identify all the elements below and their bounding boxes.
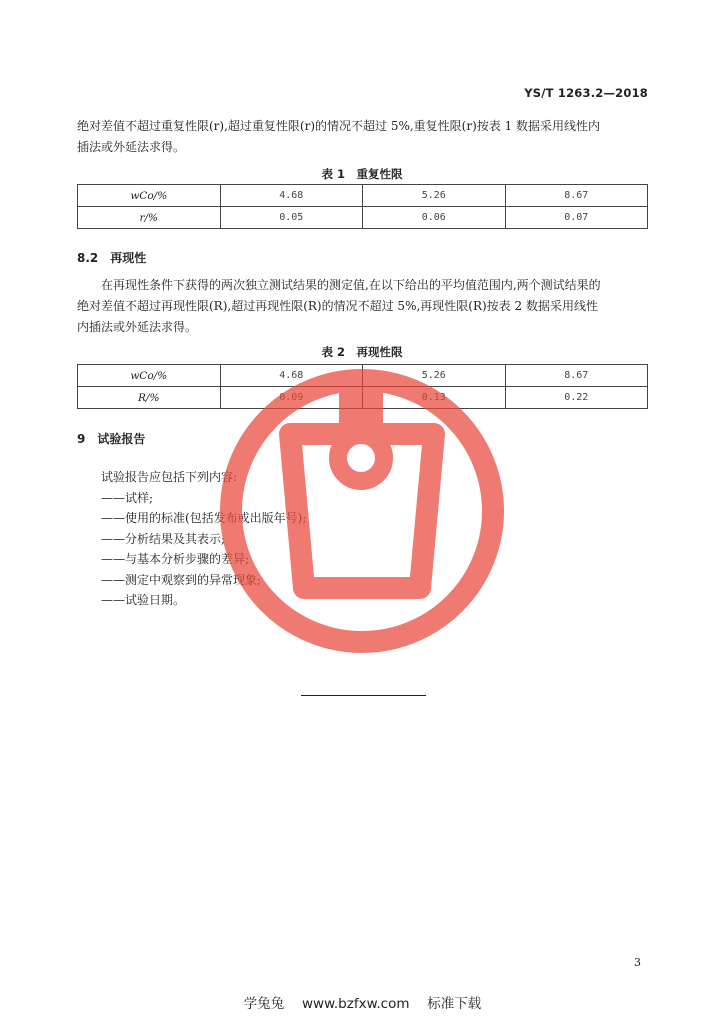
section-8-2-line-1: 在再现性条件下获得的两次独立测试结果的测定值,在以下给出的平均值范围内,两个测试结果的 (101, 278, 601, 292)
table-cell: 4.68 (220, 185, 363, 207)
end-divider (301, 695, 426, 696)
list-intro: 试验报告应包括下列内容: (101, 470, 238, 484)
table1-repeatability (77, 184, 648, 229)
section-8-2-paragraph (77, 275, 647, 338)
list-item: ——测定中观察到的异常现象; (101, 572, 262, 587)
table-row (78, 185, 648, 207)
table-cell: 8.67 (505, 365, 648, 387)
table-cell: 5.26 (363, 185, 506, 207)
list-item: ——使用的标准(包括发布或出版年号); (101, 511, 307, 525)
table-cell: 5.26 (363, 365, 506, 387)
table-cell-label: R/% (78, 387, 221, 409)
table2-caption: 表 2 再现性限 (321, 345, 403, 359)
table-cell: 0.13 (363, 387, 506, 409)
table-row (78, 365, 648, 387)
table-cell: 0.06 (363, 207, 506, 229)
table-row (78, 207, 648, 229)
intro-paragraph (77, 116, 647, 158)
table-cell-label: r/% (78, 207, 221, 229)
section-8-2-line-2: 绝对差值不超过再现性限(R),超过再现性限(R)的情况不超过 5%,再现性限(R)按表 2 数据采用线性 (77, 299, 598, 313)
table-row (78, 387, 648, 409)
table-cell: 0.09 (220, 387, 363, 409)
intro-line-2: 插法或外延法求得。 (77, 140, 186, 154)
section-8-2-line-3: 内插法或外延法求得。 (77, 320, 198, 334)
table1-caption: 表 1 重复性限 (321, 167, 403, 181)
list-item: ——试验日期。 (101, 593, 186, 607)
list-item: ——与基本分析步骤的差异; (101, 552, 250, 566)
table-cell-label: wCo/% (78, 185, 221, 207)
list-item: ——分析结果及其表示; (101, 531, 226, 546)
standard-number: YS/T 1263.2—2018 (524, 86, 648, 100)
table2-reproducibility (77, 364, 648, 409)
table-cell-label: wCo/% (78, 365, 221, 387)
intro-line-1: 绝对差值不超过重复性限(r),超过重复性限(r)的情况不超过 5%,重复性限(r)按表 1 数据采用线性内 (77, 119, 601, 133)
section-8-2-title: 8.2 再现性 (77, 251, 147, 265)
table-cell: 4.68 (220, 365, 363, 387)
page-number: 3 (634, 956, 641, 969)
footer-text: 学兔兔 www.bzfxw.com 标准下载 (243, 996, 482, 1012)
table-cell: 0.05 (220, 207, 363, 229)
table-cell: 0.22 (505, 387, 648, 409)
table-cell: 8.67 (505, 185, 648, 207)
table-cell: 0.07 (505, 207, 648, 229)
section-9-title: 9 试验报告 (77, 432, 146, 446)
list-item: ——试样; (101, 490, 154, 505)
report-contents-list (101, 467, 306, 611)
